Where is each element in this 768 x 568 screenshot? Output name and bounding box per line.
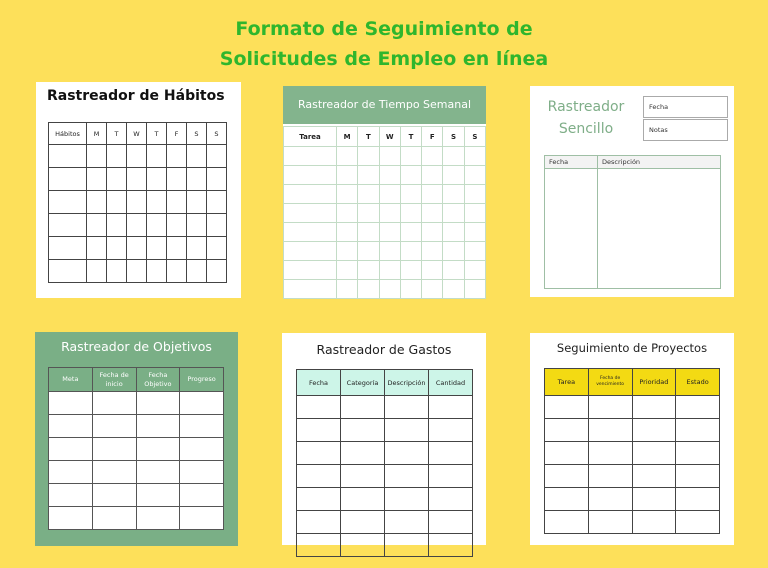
table-cell[interactable]: [385, 465, 429, 488]
column-header: Meta: [49, 368, 93, 392]
table-row: [545, 169, 721, 289]
simple-tracker-title: [540, 96, 632, 140]
column-header: Progreso: [180, 368, 224, 392]
table-cell[interactable]: [180, 484, 224, 507]
table-cell[interactable]: [422, 242, 443, 261]
table-cell[interactable]: [341, 534, 385, 557]
table-cell[interactable]: [187, 168, 207, 191]
table-row: [49, 484, 224, 507]
table-cell[interactable]: [127, 191, 147, 214]
table-cell[interactable]: [358, 166, 379, 185]
table-cell[interactable]: [87, 168, 107, 191]
table-cell[interactable]: [127, 237, 147, 260]
table-cell[interactable]: [422, 147, 443, 166]
table-cell[interactable]: [358, 147, 379, 166]
table-cell[interactable]: [87, 237, 107, 260]
table-cell[interactable]: [127, 260, 147, 283]
table-cell[interactable]: [358, 223, 379, 242]
table-cell[interactable]: [284, 166, 337, 185]
table-cell[interactable]: [49, 168, 87, 191]
table-cell[interactable]: [167, 260, 187, 283]
column-header: S: [443, 127, 464, 147]
table-row: [284, 147, 486, 166]
table-cell[interactable]: [464, 280, 485, 299]
table-cell[interactable]: [632, 511, 676, 534]
table-cell[interactable]: [379, 185, 400, 204]
simple-tracker-card: [530, 86, 734, 297]
table-cell[interactable]: [87, 260, 107, 283]
table-cell[interactable]: [49, 461, 93, 484]
table-cell[interactable]: [167, 214, 187, 237]
table-cell[interactable]: [443, 185, 464, 204]
table-row: [49, 260, 227, 283]
column-header: T: [400, 127, 421, 147]
table-cell[interactable]: [358, 185, 379, 204]
table-cell[interactable]: [297, 396, 341, 419]
table-cell[interactable]: [187, 145, 207, 168]
table-cell[interactable]: [49, 260, 87, 283]
table-cell[interactable]: [87, 145, 107, 168]
table-cell[interactable]: [400, 261, 421, 280]
column-header: T: [147, 123, 167, 145]
table-cell[interactable]: [49, 145, 87, 168]
table-cell[interactable]: [49, 484, 93, 507]
table-cell[interactable]: [92, 484, 136, 507]
table-cell[interactable]: [385, 396, 429, 419]
table-cell[interactable]: [429, 488, 473, 511]
table-cell[interactable]: [337, 185, 358, 204]
table-row: [297, 442, 473, 465]
table-row: [545, 488, 720, 511]
table-cell[interactable]: [379, 147, 400, 166]
weekly-time-tracker-card: [283, 86, 486, 298]
table-row: [49, 415, 224, 438]
weekly-time-tracker-table: [283, 126, 486, 299]
table-cell[interactable]: [297, 534, 341, 557]
table-cell[interactable]: [136, 507, 180, 530]
table-cell[interactable]: [284, 280, 337, 299]
column-header: Descripción: [385, 370, 429, 396]
table-cell[interactable]: [207, 191, 227, 214]
table-cell[interactable]: [284, 261, 337, 280]
table-cell[interactable]: [545, 511, 589, 534]
table-cell[interactable]: [337, 204, 358, 223]
table-cell[interactable]: [379, 261, 400, 280]
table-cell[interactable]: [49, 438, 93, 461]
table-cell[interactable]: [443, 242, 464, 261]
table-cell[interactable]: [588, 442, 632, 465]
table-cell[interactable]: [87, 191, 107, 214]
table-cell[interactable]: [379, 242, 400, 261]
table-cell[interactable]: [147, 237, 167, 260]
table-row: [297, 534, 473, 557]
simple-tracker-title-line2: Sencillo: [558, 121, 614, 137]
table-cell[interactable]: [545, 442, 589, 465]
table-cell[interactable]: [429, 465, 473, 488]
project-tracker-card: [530, 333, 734, 545]
table-cell[interactable]: [92, 507, 136, 530]
expense-tracker-card: [282, 333, 486, 545]
table-cell[interactable]: [207, 214, 227, 237]
table-cell[interactable]: [297, 465, 341, 488]
column-header: Hábitos: [49, 123, 87, 145]
column-header: Cantidad: [429, 370, 473, 396]
table-cell[interactable]: [187, 214, 207, 237]
expense-tracker-table: [296, 369, 473, 557]
table-cell[interactable]: [341, 419, 385, 442]
table-cell[interactable]: [676, 465, 720, 488]
table-cell[interactable]: [341, 465, 385, 488]
table-cell[interactable]: [341, 511, 385, 534]
table-cell[interactable]: [337, 280, 358, 299]
table-row: [49, 168, 227, 191]
table-cell[interactable]: [107, 237, 127, 260]
table-cell[interactable]: [167, 168, 187, 191]
table-cell[interactable]: [400, 223, 421, 242]
table-cell[interactable]: [400, 166, 421, 185]
table-row: [49, 438, 224, 461]
table-cell[interactable]: [358, 204, 379, 223]
table-cell[interactable]: [207, 145, 227, 168]
table-cell[interactable]: [358, 261, 379, 280]
table-cell[interactable]: [429, 534, 473, 557]
table-cell[interactable]: [545, 488, 589, 511]
simple-tracker-title-line1: Rastreador: [547, 99, 625, 115]
table-cell[interactable]: [422, 185, 443, 204]
table-cell[interactable]: [127, 214, 147, 237]
table-cell[interactable]: [167, 145, 187, 168]
table-cell[interactable]: [676, 419, 720, 442]
table-cell[interactable]: [464, 147, 485, 166]
table-row: [49, 214, 227, 237]
column-header: F: [422, 127, 443, 147]
column-header: S: [464, 127, 485, 147]
goal-tracker-table: [48, 367, 224, 530]
table-cell[interactable]: [127, 168, 147, 191]
table-cell[interactable]: [337, 147, 358, 166]
table-cell[interactable]: [676, 442, 720, 465]
table-cell[interactable]: [464, 242, 485, 261]
table-cell[interactable]: [588, 488, 632, 511]
table-cell[interactable]: [385, 442, 429, 465]
table-cell[interactable]: [180, 438, 224, 461]
table-cell[interactable]: [207, 260, 227, 283]
table-cell[interactable]: [136, 392, 180, 415]
table-row: [49, 461, 224, 484]
table-cell[interactable]: [379, 204, 400, 223]
table-cell[interactable]: [443, 223, 464, 242]
habit-tracker-card: [36, 82, 241, 298]
table-cell[interactable]: [443, 147, 464, 166]
table-cell[interactable]: [588, 396, 632, 419]
table-cell[interactable]: [429, 511, 473, 534]
page-title-line2: Solicitudes de Empleo en línea: [219, 48, 549, 70]
table-cell[interactable]: [49, 507, 93, 530]
table-cell[interactable]: [632, 419, 676, 442]
table-cell[interactable]: [180, 392, 224, 415]
table-cell[interactable]: [464, 166, 485, 185]
table-cell[interactable]: [632, 442, 676, 465]
table-cell[interactable]: [297, 419, 341, 442]
table-cell[interactable]: [136, 438, 180, 461]
table-row: [284, 223, 486, 242]
table-cell[interactable]: [337, 242, 358, 261]
table-cell[interactable]: [107, 168, 127, 191]
table-cell[interactable]: [385, 511, 429, 534]
habit-tracker-title: Rastreador de Hábitos: [47, 88, 225, 104]
column-header: Fecha de vencimiento: [588, 369, 632, 396]
column-header: Fecha: [545, 156, 598, 169]
table-cell[interactable]: [429, 442, 473, 465]
table-cell[interactable]: [385, 534, 429, 557]
table-cell[interactable]: [180, 415, 224, 438]
project-tracker-table: [544, 368, 720, 534]
table-cell[interactable]: [400, 147, 421, 166]
table-row: [297, 465, 473, 488]
table-cell[interactable]: [167, 191, 187, 214]
column-header: S: [207, 123, 227, 145]
table-cell[interactable]: [136, 415, 180, 438]
table-cell[interactable]: [422, 223, 443, 242]
table-row: [545, 511, 720, 534]
table-cell[interactable]: [545, 419, 589, 442]
table-row: [49, 507, 224, 530]
table-cell[interactable]: [92, 461, 136, 484]
table-row: [297, 419, 473, 442]
table-cell[interactable]: [49, 415, 93, 438]
column-header: Estado: [676, 369, 720, 396]
table-cell[interactable]: [422, 166, 443, 185]
table-cell[interactable]: [464, 185, 485, 204]
table-cell[interactable]: [379, 280, 400, 299]
table-cell[interactable]: [297, 488, 341, 511]
table-cell[interactable]: [187, 260, 207, 283]
table-row: [545, 396, 720, 419]
table-row: [297, 511, 473, 534]
table-cell[interactable]: [429, 396, 473, 419]
table-cell[interactable]: [337, 223, 358, 242]
table-cell[interactable]: [107, 145, 127, 168]
table-cell[interactable]: [443, 261, 464, 280]
table-cell[interactable]: [588, 465, 632, 488]
table-cell[interactable]: [49, 191, 87, 214]
table-cell[interactable]: [284, 185, 337, 204]
table-row: [49, 191, 227, 214]
table-cell[interactable]: [147, 214, 167, 237]
column-header: Fecha: [297, 370, 341, 396]
table-row: [545, 442, 720, 465]
table-cell[interactable]: [87, 214, 107, 237]
table-cell[interactable]: [187, 237, 207, 260]
table-cell[interactable]: [632, 465, 676, 488]
column-header: T: [107, 123, 127, 145]
table-cell[interactable]: [341, 488, 385, 511]
table-cell[interactable]: [545, 396, 589, 419]
expense-tracker-title: Rastreador de Gastos: [316, 342, 452, 357]
table-cell[interactable]: [297, 442, 341, 465]
goal-tracker-title: Rastreador de Objetivos: [61, 339, 212, 354]
column-header: S: [187, 123, 207, 145]
table-row: [49, 392, 224, 415]
table-cell[interactable]: [297, 511, 341, 534]
table-cell[interactable]: [341, 442, 385, 465]
table-cell[interactable]: [167, 237, 187, 260]
table-cell[interactable]: [147, 168, 167, 191]
page-title-line1: Formato de Seguimiento de: [235, 18, 533, 40]
table-cell[interactable]: [422, 280, 443, 299]
table-cell[interactable]: [107, 260, 127, 283]
weekly-time-tracker-title: Rastreador de Tiempo Semanal: [283, 86, 486, 124]
table-row: [545, 419, 720, 442]
column-header: M: [337, 127, 358, 147]
column-header: Descripción: [598, 156, 721, 169]
table-cell[interactable]: [400, 242, 421, 261]
table-row: [297, 488, 473, 511]
table-cell[interactable]: [545, 465, 589, 488]
table-row: [284, 242, 486, 261]
table-cell[interactable]: [284, 147, 337, 166]
table-cell[interactable]: [545, 169, 598, 289]
table-cell[interactable]: [588, 419, 632, 442]
table-cell[interactable]: [443, 280, 464, 299]
table-cell[interactable]: [379, 166, 400, 185]
table-cell[interactable]: [180, 507, 224, 530]
table-cell[interactable]: [676, 511, 720, 534]
table-cell[interactable]: [358, 242, 379, 261]
table-cell[interactable]: [400, 280, 421, 299]
column-header: Fecha Objetivo: [136, 368, 180, 392]
column-header: Fecha de inicio: [92, 368, 136, 392]
table-cell[interactable]: [464, 223, 485, 242]
table-cell[interactable]: [284, 204, 337, 223]
table-cell[interactable]: [127, 145, 147, 168]
table-cell[interactable]: [207, 168, 227, 191]
table-cell[interactable]: [341, 396, 385, 419]
table-cell[interactable]: [337, 166, 358, 185]
table-cell[interactable]: [207, 237, 227, 260]
table-cell[interactable]: [49, 214, 87, 237]
table-cell[interactable]: [187, 191, 207, 214]
table-cell[interactable]: [147, 260, 167, 283]
column-header: Tarea: [545, 369, 589, 396]
table-cell[interactable]: [147, 191, 167, 214]
table-cell[interactable]: [676, 396, 720, 419]
table-row: [49, 145, 227, 168]
table-cell[interactable]: [49, 237, 87, 260]
column-header: M: [87, 123, 107, 145]
table-cell[interactable]: [400, 185, 421, 204]
table-cell[interactable]: [632, 396, 676, 419]
table-cell[interactable]: [443, 204, 464, 223]
column-header: W: [127, 123, 147, 145]
table-cell[interactable]: [337, 261, 358, 280]
table-row: [49, 237, 227, 260]
table-cell[interactable]: [443, 166, 464, 185]
table-row: [284, 204, 486, 223]
table-cell[interactable]: [676, 488, 720, 511]
table-cell[interactable]: [422, 261, 443, 280]
table-row: [297, 396, 473, 419]
table-cell[interactable]: [379, 223, 400, 242]
table-cell[interactable]: [429, 419, 473, 442]
table-cell[interactable]: [284, 242, 337, 261]
date-field[interactable]: Fecha: [643, 96, 728, 118]
table-cell[interactable]: [284, 223, 337, 242]
table-cell[interactable]: [147, 145, 167, 168]
table-row: [284, 261, 486, 280]
table-cell[interactable]: [632, 488, 676, 511]
table-cell[interactable]: [180, 461, 224, 484]
table-cell[interactable]: [385, 488, 429, 511]
column-header: Categoría: [341, 370, 385, 396]
table-cell[interactable]: [400, 204, 421, 223]
table-cell[interactable]: [464, 261, 485, 280]
table-cell[interactable]: [92, 392, 136, 415]
column-header: W: [379, 127, 400, 147]
column-header: T: [358, 127, 379, 147]
table-cell[interactable]: [598, 169, 721, 289]
habit-tracker-table: [48, 122, 227, 283]
table-cell[interactable]: [358, 280, 379, 299]
project-tracker-title: Seguimiento de Proyectos: [556, 341, 708, 355]
table-cell[interactable]: [92, 438, 136, 461]
table-row: [284, 185, 486, 204]
table-row: [545, 465, 720, 488]
column-header: Prioridad: [632, 369, 676, 396]
table-cell[interactable]: [107, 191, 127, 214]
table-cell[interactable]: [136, 484, 180, 507]
table-cell[interactable]: [92, 415, 136, 438]
page-title: [0, 14, 768, 74]
column-header: Tarea: [284, 127, 337, 147]
table-cell[interactable]: [385, 419, 429, 442]
table-cell[interactable]: [136, 461, 180, 484]
goal-tracker-card: [35, 332, 238, 546]
table-cell[interactable]: [588, 511, 632, 534]
table-cell[interactable]: [107, 214, 127, 237]
column-header: F: [167, 123, 187, 145]
table-row: [284, 280, 486, 299]
table-cell[interactable]: [49, 392, 93, 415]
table-cell[interactable]: [422, 204, 443, 223]
table-row: [284, 166, 486, 185]
table-cell[interactable]: [464, 204, 485, 223]
notes-field[interactable]: Notas: [643, 119, 728, 141]
simple-tracker-table: [544, 155, 721, 289]
